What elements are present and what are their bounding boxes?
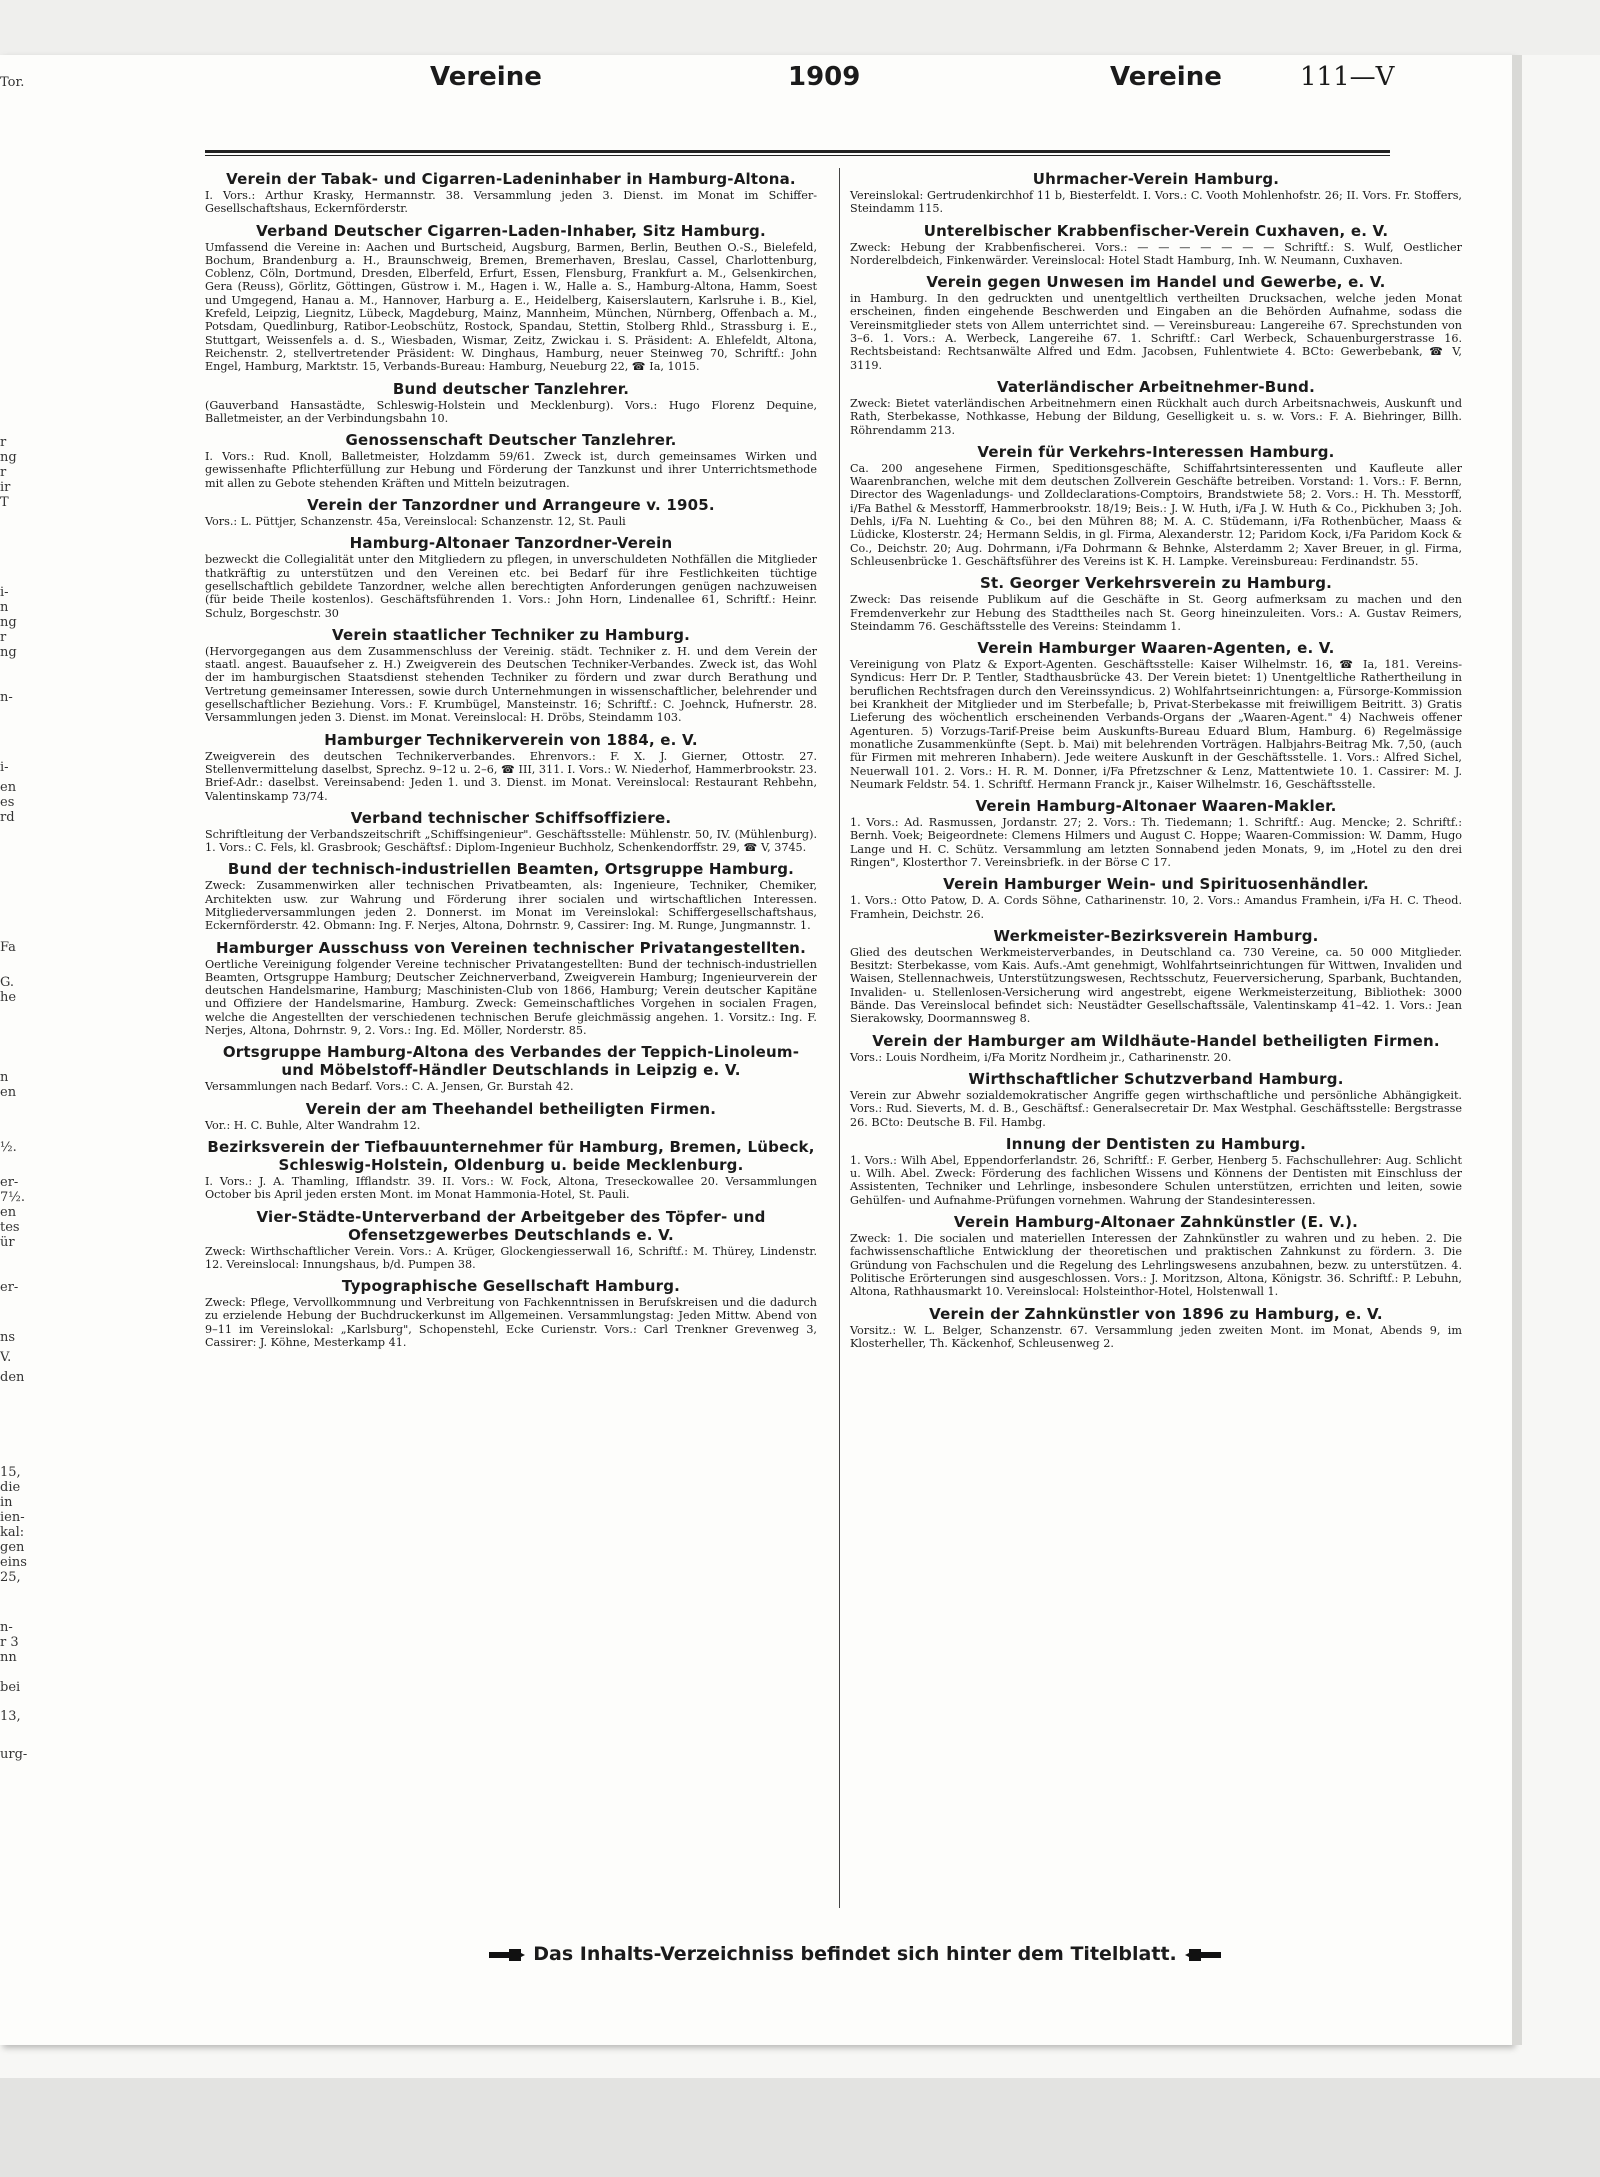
association-title: Hamburger Ausschuss von Vereinen technischer Privatangestellten.: [216, 938, 806, 957]
association-title: Verein Hamburg-Altonaer Waaren-Makler.: [975, 797, 1337, 816]
association-details: Vors.: Louis Nordheim, i/Fa Moritz Nordheim jr., Catharinenstr. 20.: [850, 1050, 1232, 1064]
header-rule-thin: [205, 155, 1390, 156]
margin-fragment: V.: [0, 1350, 12, 1365]
association-entry: [850, 1213, 1462, 1298]
margin-fragment: en: [0, 1085, 17, 1100]
association-entry: [205, 1138, 817, 1202]
association-entry: [205, 731, 817, 803]
association-entry: [850, 797, 1462, 869]
association-details: Zweck: Zusammenwirken aller technischen Privatbeamten, als: Ingenieure, Techniker, Chemiker, Architekten usw. zur Wahrung und Förderung ihrer socialen und wirtschaftlichen Interessen. Mitgliederversammlungen jeden 2. Donnerst. im Monat im Vereinslokal: Schiffergesellschaftshaus, Eckernförderstr. 42. Obmann: Ing. F. Nerjes, Altona, Dohrnstr. 9, Cassirer: Ing. M. Runge, Jungmannstr. 1.: [205, 879, 817, 933]
header-rule: [205, 150, 1390, 153]
margin-fragment: kal:: [0, 1525, 25, 1540]
margin-fragment: n: [0, 1070, 9, 1085]
margin-fragment: n: [0, 600, 9, 615]
association-details: 1. Vors.: Otto Patow, D. A. Cords Söhne, Catharinenstr. 10, 2. Vors.: Amandus Framhein, i/Fa H. C. Theod. Framhein, Deichstr. 26.: [850, 894, 1462, 921]
association-entry: [850, 273, 1462, 372]
association-title: Verband Deutscher Cigarren-Laden-Inhaber, Sitz Hamburg.: [256, 221, 766, 240]
association-title: Ortsgruppe Hamburg-Altona des Verbandes der Teppich-Linoleum- und Möbelstoff-Händler Deutschlands in Leipzig e. V.: [222, 1043, 800, 1080]
association-title: Hamburger Technikerverein von 1884, e. V.: [324, 730, 698, 749]
margin-fragment: ng: [0, 615, 17, 630]
margin-fragment: ng: [0, 645, 17, 660]
margin-fragment: Fa: [0, 940, 16, 955]
margin-fragment: r 3: [0, 1635, 19, 1650]
association-title: Bezirksverein der Tiefbauunternehmer für Hamburg, Bremen, Lübeck, Schleswig-Holstein, Oldenburg u. beide Mecklenburg.: [207, 1137, 815, 1174]
margin-fragment: ng: [0, 450, 17, 465]
association-title: Innung der Dentisten zu Hamburg.: [1005, 1134, 1307, 1153]
association-title: Vaterländischer Arbeitnehmer-Bund.: [997, 377, 1315, 396]
pointing-hand-right-icon: [487, 1946, 527, 1964]
margin-fragment: er-: [0, 1280, 19, 1295]
association-title: Verein der Zahnkünstler von 1896 zu Hamburg, e. V.: [929, 1304, 1383, 1323]
association-title: St. Georger Verkehrsverein zu Hamburg.: [979, 574, 1333, 593]
association-title: Verein Hamburg-Altonaer Zahnkünstler (E. V.).: [953, 1213, 1359, 1232]
margin-fragment: i-: [0, 760, 9, 775]
margin-fragment: G.: [0, 975, 15, 990]
association-details: Verein zur Abwehr sozialdemokratischer Angriffe gegen wirthschaftliche und persönliche Abhängigkeit. Vors.: Rud. Sieverts, M. d. B., Geschäftsf.: Generalsecretair Dr. Max Westphal. Geschäftsstelle: Bergstrasse 26. BCto: Deutsche B. Fil. Hambg.: [850, 1088, 1462, 1129]
association-details: I. Vors.: J. A. Thamling, Ifflandstr. 39. II. Vors.: W. Fock, Altona, Treseckowallee 20. Versammlungen October bis April jeden ersten Mont. im Monat Hammonia-Hotel, St. Pauli.: [205, 1174, 817, 1202]
association-title: Verein Hamburger Wein- und Spirituosenhändler.: [943, 875, 1369, 894]
margin-fragment: in: [0, 1495, 13, 1510]
association-title: Verein der Tabak- und Cigarren-Ladeninhaber in Hamburg-Altona.: [226, 170, 796, 188]
association-entry: [205, 170, 817, 216]
association-title: Werkmeister-Bezirksverein Hamburg.: [993, 926, 1319, 945]
scan-background-top: [0, 0, 1600, 55]
association-details: Schriftleitung der Verbandszeitschrift „Schiffsingenieur". Geschäftsstelle: Mühlenstr. 50, IV. (Mühlenburg). 1. Vors.: C. Fels, kl. Grasbrook; Geschäftsf.: Diplom-Ingenieur Buchholz, Schenkendorffstr. 29, ☎ V, 3745.: [205, 827, 817, 855]
association-title: Bund der technisch-industriellen Beamten, Ortsgruppe Hamburg.: [227, 860, 795, 879]
association-entry: [850, 1032, 1462, 1064]
association-entry: [205, 1208, 817, 1272]
association-entry: [205, 626, 817, 725]
association-details: 1. Vors.: Wilh Abel, Eppendorferlandstr. 26, Schriftf.: F. Gerber, Henberg 5. Fachschullehrer: Aug. Schlicht u. Wilh. Abel. Zweck: Förderung des fachlichen Wissens und Könnens der Dentisten mit Einschluss der Assistenten, Techniker und Lehrlinge, insbesondere Schulen unterstützen, errichten und leiten, sowie Gehülfen- und Aufnahme-Prüfungen vornehmen. Wahrung der Standesinteressen.: [850, 1153, 1462, 1207]
association-details: Umfassend die Vereine in: Aachen und Burtscheid, Augsburg, Barmen, Berlin, Beuthen O.-S., Bielefeld, Bochum, Brandenburg a. H., Braunschweig, Bremen, Bremerhaven, Breslau, Cassel, Charlottenburg, Coblenz, Cöln, Dortmund, Dresden, Elberfeld, Erfurt, Essen, Flensburg, Frankfurt a. M., Gelsenkirchen, Gera (Reuss), Görlitz, Göttingen, Güstrow i. M., Hagen i. W., Halle a. S., Hamburg-Altona, Hamm, Soest und Umgegend, Hanau a. M., Hannover, Harburg a. E., Heidelberg, Kaiserslautern, Karlsruhe i. B., Kiel, Krefeld, Leipzig, Liegnitz, Lübeck, Magdeburg, Mainz, Mannheim, München, Nürnberg, Offenbach a. M., Potsdam, Quedlinburg, Ratibor-Leobschütz, Rostock, Spandau, Stettin, Stolberg Rhld., Strassburg i. E., Stuttgart, Weissenfels a. d. S., Wiesbaden, Wismar, Zeitz, Zwickau i. S. Präsident: A. Ehlefeldt, Altona, Reichenstr. 2, stellvertretender Präsident: W. Dinghaus, Hamburg, neuer Steinweg 70, Schriftf.: John Engel, Hamburg, Marktstr. 15, Verbands-Bureau: Hamburg, Neueburg 22, ☎ Ia, 1015.: [205, 240, 817, 374]
association-details: Oertliche Vereinigung folgender Vereine technischer Privatangestellten: Bund der technisch-industriellen Beamten, Ortsgruppe Hamburg; Deutscher Zeichnerverband, Zweigverein Hamburg; Ingenieurverein der deutschen Handelsmarine, Hamburg; Maschinisten-Club von 1866, Hamburg; Verein deutscher Kapitäne und Offiziere der Handelsmarine, Hamburg. Zweck: Gemeinschaftliches Vorgehen in socialen Fragen, welche die Angestellten der verschiedenen technischen Berufe gleichmässig angehen. 1. Vorsitz.: Ing. F. Nerjes, Altona, Dohrnstr. 9, 2. Vors.: Ing. Ed. Möller, Norderstr. 85.: [205, 957, 817, 1038]
margin-fragment: en: [0, 780, 17, 795]
association-entry: [850, 222, 1462, 268]
header-year: 1909: [788, 62, 861, 92]
page-footer: [420, 1943, 1290, 1965]
association-entry: [205, 431, 817, 490]
scan-background-bottom: [0, 2078, 1600, 2177]
margin-fragment: T: [0, 495, 9, 510]
left-column: [205, 170, 817, 1355]
association-title: Verein der Tanzordner und Arrangeure v. 1905.: [307, 496, 715, 515]
association-title: Bund deutscher Tanzlehrer.: [392, 379, 630, 398]
association-title: Verein staatlicher Techniker zu Hamburg.: [331, 625, 691, 644]
association-details: Zweck: Das reisende Publikum auf die Geschäfte in St. Georg aufmerksam zu machen und den Fremdenverkehr zur Hebung des Stadttheiles nach St. Georg hineinzuleiten. Vors.: A. Gustav Reimers, Steindamm 76. Geschäftsstelle des Vereins: Steindamm 1.: [850, 593, 1462, 633]
page-number: 111—V: [1300, 62, 1395, 92]
association-entry: [205, 809, 817, 855]
association-entry: [850, 378, 1462, 437]
association-title: Unterelbischer Krabbenfischer-Verein Cuxhaven, e. V.: [923, 221, 1389, 240]
association-title: Typographische Gesellschaft Hamburg.: [341, 1277, 681, 1296]
margin-fragment: ½.: [0, 1140, 17, 1155]
association-title: Genossenschaft Deutscher Tanzlehrer.: [345, 431, 677, 450]
association-details: 1. Vors.: Ad. Rasmussen, Jordanstr. 27; 2. Vors.: Th. Tiedemann; 1. Schriftf.: Aug. Mencke; 2. Schriftf.: Bernh. Voek; Beigeordnete: Clemens Hilmers und August C. Hoppe; Waaren-Commission: W. Damm, Hugo Lange und H. C. Schütz. Versammlung am letzten Sonnabend jeden Monats, 9, im „Hotel zu den drei Ringen", Klosterthor 7. Vereinsbriefk. in der Börse C 17.: [850, 816, 1462, 869]
margin-fragment: 7½.: [0, 1190, 26, 1205]
association-details: (Hervorgegangen aus dem Zusammenschluss der Vereinig. städt. Techniker z. H. und dem Verein der staatl. angest. Bauaufseher z. H.) Zweigverein des Deutschen Techniker-Verbandes. Zweck ist, das Wohl der im hamburgischen Staatsdienst stehenden Techniker zu fördern und zwar durch Berathung und Vertretung gemeinsamer Interessen, sowie durch Unternehmungen in wissenschaftlicher, belehrender und gesellschaftlicher Beziehung. Vors.: F. Krumbügel, Mansteinstr. 16; Schriftf.: C. Joehnck, Hufnerstr. 28. Versammlungen jeden 3. Dienst. im Monat. Vereinslocal: H. Dröbs, Steindamm 103.: [205, 644, 817, 725]
margin-fragment: i-: [0, 585, 9, 600]
association-details: Zweck: Pflege, Vervollkommnung und Verbreitung von Fachkenntnissen in Berufskreisen und die dadurch zu erzielende Hebung der Buchdruckerkunst im Allgemeinen. Versammlungstag: Jeden Mittw. Abend von 9–11 im Vereinslokal: „Karlsburg", Schopenstehl, Ecke Curienstr. Vors.: Carl Trenkner Grevenweg 3, Cassirer: J. Köhne, Mesterkamp 41.: [205, 1296, 817, 1350]
association-details: Versammlungen nach Bedarf. Vors.: C. A. Jensen, Gr. Burstah 42.: [205, 1080, 574, 1094]
association-entry: [850, 574, 1462, 633]
margin-fragment: tes: [0, 1220, 20, 1235]
association-title: Wirthschaftlicher Schutzverband Hamburg.: [968, 1069, 1344, 1088]
association-title: Verein für Verkehrs-Interessen Hamburg.: [977, 442, 1335, 461]
margin-fragment: ir: [0, 480, 11, 495]
margin-fragment: r: [0, 435, 7, 450]
association-title: Uhrmacher-Verein Hamburg.: [1032, 170, 1280, 188]
association-details: Vorsitz.: W. L. Belger, Schanzenstr. 67. Versammlung jeden zweiten Mont. im Monat, Abends 9, im Klosterheller, Th. Käckenhof, Schleusenweg 2.: [850, 1323, 1462, 1350]
margin-fragment: gen: [0, 1540, 25, 1555]
association-details: Vors.: L. Püttjer, Schanzenstr. 45a, Vereinslocal: Schanzenstr. 12, St. Pauli: [205, 515, 626, 529]
page-header: [200, 62, 1400, 108]
association-entry: [205, 939, 817, 1038]
association-details: Zweck: Hebung der Krabbenfischerei. Vors.: — — — — — — — Schriftf.: S. Wulf, Oestlicher Norderelbdeich, Finkenwärder. Vereinslocal: Hotel Stadt Hamburg, Inh. W. Neumann, Cuxhaven.: [850, 240, 1462, 267]
pointing-hand-left-icon: [1183, 1946, 1223, 1964]
right-column: [850, 170, 1462, 1356]
margin-fragment: rd: [0, 810, 15, 825]
association-entry: [205, 496, 817, 528]
margin-fragment: ns: [0, 1330, 16, 1345]
association-entry: [850, 1070, 1462, 1129]
margin-fragment: r: [0, 630, 7, 645]
margin-fragment: ür: [0, 1235, 15, 1250]
association-entry: [850, 927, 1462, 1026]
association-entry: [850, 875, 1462, 921]
association-title: Verein gegen Unwesen im Handel und Gewerbe, e. V.: [926, 273, 1386, 292]
association-title: Verein der am Theehandel betheiligten Firmen.: [305, 1099, 717, 1118]
margin-fragment: he: [0, 990, 17, 1005]
association-entry: [205, 1100, 817, 1132]
margin-fragment: r: [0, 465, 7, 480]
margin-fragment: ien-: [0, 1510, 25, 1525]
margin-fragment: die: [0, 1480, 21, 1495]
margin-fragment: den: [0, 1370, 25, 1385]
adjacent-page-margin: [0, 40, 58, 2030]
association-details: bezweckt die Collegialität unter den Mitgliedern zu pflegen, in unverschuldeten Nothfällen die Mitglieder thatkräftig zu unterstützen und den Vereinen etc. bei Bedarf für ihre Festlichkeiten tüchtige gesellschaftlich gebildete Tanzordner, welche allen berechtigten Anforderungen genügen nachzuweisen (für beide Theile kostenlos). Geschäftsführenden 1. Vors.: John Horn, Lindenallee 61, Schriftf.: Heinr. Schulz, Borgeschstr. 30: [205, 553, 817, 620]
margin-fragment: n-: [0, 690, 13, 705]
association-entry: [205, 1277, 817, 1349]
association-entry: [850, 1305, 1462, 1351]
margin-fragment: 15,: [0, 1465, 21, 1480]
association-entry: [850, 639, 1462, 791]
margin-fragment: eins: [0, 1555, 27, 1570]
page-edge-shadow: [1512, 55, 1522, 2045]
association-entry: [850, 1135, 1462, 1207]
margin-fragment: urg-: [0, 1747, 28, 1762]
association-details: Vor.: H. C. Buhle, Alter Wandrahm 12.: [205, 1118, 421, 1132]
margin-fragment: bei: [0, 1680, 21, 1695]
association-title: Hamburg-Altonaer Tanzordner-Verein: [349, 534, 673, 553]
association-details: Vereinigung von Platz & Export-Agenten. Geschäftsstelle: Kaiser Wilhelmstr. 16, ☎ Ia, 181. Vereins-Syndicus: Herr Dr. P. Tentler, Stadthausbrücke 43. Der Verein bietet: 1) Unentgeltliche Rathertheilung in beruflichen Rechtsfragen durch den Vereinssyndicus. 2) Wohlfahrtseinrichtungen: a, Fürsorge-Kommission bei Krankheit der Mitglieder und im Sterbefalle; b, Privat-Sterbekasse mit freiwilligem Beitritt. 3) Gratis Lieferung des wöchentlich erscheinenden Verbands-Organs der „Waaren-Agent." 4) Nachweis offener Agenturen. 5) Vorzugs-Tarif-Preise beim Auskunfts-Bureau Eduard Blum, Hamburg. 6) Regelmässige monatliche Zusammenkünfte (Sept. b. Mai) mit belehrenden Vorträgen. Halbjahrs-Beitrag Mk. 7,50, (auch für Firmen mit mehreren Inhabern). Jede weitere Auskunft in der Geschäftsstelle. 1. Vors.: Alfred Sichel, Neuerwall 101. 2. Vors.: H. R. M. Donner, i/Fa Pfretzschner & Lenz, Mattentwiete 10. 1. Cassirer: M. J. Neumark Feldstr. 54. 1. Schriftf. Hermann Franck jr., Kaiser Wilhelmstr. 16, Geschäftsstelle.: [850, 658, 1462, 791]
margin-fragment: en: [0, 1205, 17, 1220]
header-right-title: Vereine: [1110, 62, 1222, 92]
footer-note: Das Inhalts-Verzeichniss befindet sich hinter dem Titelblatt.: [533, 1943, 1177, 1965]
margin-fragment: n-: [0, 1620, 13, 1635]
association-entry: [205, 534, 817, 619]
margin-fragment: 13,: [0, 1709, 21, 1724]
association-details: Zweigverein des deutschen Technikerverbandes. Ehrenvors.: F. X. J. Gierner, Ottostr. 27. Stellenvermittelung daselbst, Sprechz. 9–12 u. 2–6, ☎ III, 311. I. Vors.: W. Niederhof, Hammerbrookstr. 23. Brief-Adr.: daselbst. Vereinsabend: Jeden 1. und 3. Dienst. im Monat. Vereinslocal: Restaurant Rehbehn, Valentinskamp 73/74.: [205, 749, 817, 803]
association-title: Verein Hamburger Waaren-Agenten, e. V.: [977, 639, 1335, 658]
association-entry: [205, 380, 817, 426]
association-entry: [205, 222, 817, 374]
association-details: Glied des deutschen Werkmeisterverbandes, in Deutschland ca. 730 Vereine, ca. 50 000 Mitglieder. Besitzt: Sterbekasse, vom Kais. Aufs.-Amt genehmigt, Wohlfahrtseinrichtungen für Wittwen, Invaliden und Waisen, Stellennachweis, Unterstützungswesen, Rechtsschutz, Feuerversicherung, Sparbank, Buchtanden, Invaliden- u. Stellenlosen-Versicherung wird angestrebt, eigene Werkmeisterzeitung, Bibliothek: 3000 Bände. Das Vereinslocal befindet sich: Neustädter Gesellschaftssäle, Valentinskamp 41–42. 1. Vors.: Jean Sierakowsky, Doormannsweg 8.: [850, 945, 1462, 1026]
association-details: I. Vors.: Rud. Knoll, Balletmeister, Holzdamm 59/61. Zweck ist, durch gemeinsames Wirken und gewissenhafte Pflichterfüllung zur Hebung und Förderung der Tanzkunst und ihrer Unterrichtsmethode mit allen zu Gebote stehenden Kräften und Mitteln beizutragen.: [205, 450, 817, 490]
association-title: Vier-Städte-Unterverband der Arbeitgeber des Töpfer- und Ofensetzgewerbes Deutschlands e. V.: [256, 1207, 766, 1244]
association-title: Verein der Hamburger am Wildhäute-Handel betheiligten Firmen.: [872, 1031, 1440, 1050]
column-divider: [839, 168, 840, 1908]
margin-fragment: er-: [0, 1175, 19, 1190]
association-title: Verband technischer Schiffsoffiziere.: [350, 808, 672, 827]
association-entry: [850, 170, 1462, 216]
association-details: Ca. 200 angesehene Firmen, Speditionsgeschäfte, Schiffahrtsinteressenten und Kaufleute aller Waarenbranchen, welche mit dem deutschen Zollverein Geschäfte betreiben. Vorstand: 1. Vors.: F. Bernn, Director des Wagenladungs- und Zolldeclarations-Comptoirs, Brandstwiete 58; 2. Vors.: H. Th. Messtorff, i/Fa Bathel & Messtorff, Hammerbrookstr. 18/19; Beis.: J. W. Huth, i/Fa J. W. Huth & Co., Pickhuben 3; Joh. Dehls, i/Fa N. Luehting & Co., bei den Mühren 88; M. A. C. Stüdemann, i/Fa Rothenbücher, Maass & Lüdicke, Klosterstr. 24; Hermann Seldis, in gl. Firma, Alexanderstr. 12; Paridom Kock, i/Fa Paridom Kock & Co., Deichstr. 20; Aug. Dohrmann, i/Fa Dohrmann & Behnke, Alsterdamm 2; Xaver Breuer, in gl. Firma, Schleusenbrücke 1. Geschäftsführer des Vereins ist K. H. Lampke. Vereinsbureau: Ferdinandstr. 55.: [850, 461, 1462, 568]
association-entry: [850, 443, 1462, 568]
association-details: Zweck: Bietet vaterländischen Arbeitnehmern einen Rückhalt auch durch Arbeitsnachweis, Auskunft und Rath, Sterbekasse, Nothkasse, Hebung der Bildung, Geselligkeit u. s. w. Vors.: F. A. Biehringer, Billh. Röhrendamm 213.: [850, 396, 1462, 437]
association-entry: [205, 860, 817, 932]
association-details: (Gauverband Hansastädte, Schleswig-Holstein und Mecklenburg). Vors.: Hugo Florenz Dequine, Balletmeister, an der Verbindungsbahn 10.: [205, 398, 817, 425]
margin-fragment: Tor.: [0, 75, 25, 90]
association-details: Vereinslokal: Gertrudenkirchhof 11 b, Biesterfeldt. I. Vors.: C. Vooth Mohlenhofstr. 26; II. Vors. Fr. Stoffers, Steindamm 115.: [850, 189, 1462, 216]
association-details: in Hamburg. In den gedruckten und unentgeltlich vertheilten Drucksachen, welche jeden Monat erscheinen, finden eingehende Beschwerden und Eingaben an die Behörden Aufnahme, sodass die Vereinsmitglieder stets von Allem unterrichtet sind. — Vereinsbureau: Langereihe 67. Sprechstunden von 3–6. 1. Vors.: A. Werbeck, Langereihe 67. 1. Schriftf.: Carl Werbeck, Schauenburgerstrasse 16. Rechtsbeistand: Rechtsanwälte Alfred und Edm. Jacobsen, Fuhlentwiete 4. BCto: Gewerbebank, ☎ V, 3119.: [850, 292, 1462, 372]
association-entry: [205, 1043, 817, 1093]
margin-fragment: es: [0, 795, 15, 810]
association-details: I. Vors.: Arthur Krasky, Hermannstr. 38. Versammlung jeden 3. Dienst. im Monat im Schiffer-Gesellschaftshaus, Eckernförderstr.: [205, 189, 817, 216]
association-details: Zweck: Wirthschaftlicher Verein. Vors.: A. Krüger, Glockengiesserwall 16, Schriftf.: M. Thürey, Lindenstr. 12. Vereinslocal: Innungshaus, b/d. Pumpen 38.: [205, 1244, 817, 1271]
margin-fragment: nn: [0, 1650, 17, 1665]
header-left-title: Vereine: [430, 62, 542, 92]
margin-fragment: 25,: [0, 1570, 21, 1585]
association-details: Zweck: 1. Die socialen und materiellen Interessen der Zahnkünstler zu wahren und zu heben. 2. Die fachwissenschaftliche Entwicklung der theoretischen und praktischen Zahnkunst zu fördern. 3. Die Gründung von Fachschulen und die Regelung des Lehrlingswesens anzubahnen, bezw. zu unterstützen. 4. Politische Erörterungen sind ausgeschlossen. Vors.: J. Moritzson, Altona, Königstr. 36. Schriftf.: P. Lebuhn, Altona, Rathhausmarkt 10. Vereinslocal: Holsteinthor-Hotel, Holstenwall 1.: [850, 1232, 1462, 1299]
